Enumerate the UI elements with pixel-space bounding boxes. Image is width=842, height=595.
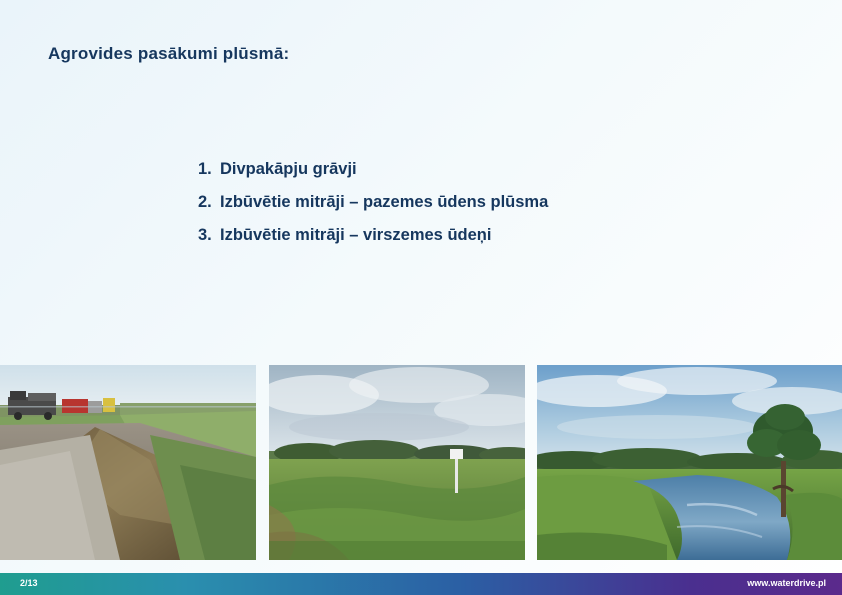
agri-measures-list (198, 160, 798, 259)
list-item (198, 226, 798, 245)
page-title: Agrovides pasākumi plūsmā: (48, 44, 290, 63)
photo-constructed-wetland-image (537, 365, 842, 560)
list-item-label: Izbūvētie mitrāji – pazemes ūdens plūsma (220, 193, 549, 211)
list-item-label: Izbūvētie mitrāji – virszemes ūdeņi (220, 226, 492, 244)
list-item (198, 160, 798, 179)
photo-reed-field-image (269, 365, 525, 560)
footer-website-link[interactable]: www.waterdrive.pl (747, 578, 826, 588)
list-item-number: 2. (198, 193, 212, 211)
list-item-number: 3. (198, 226, 212, 244)
slide-footer (0, 573, 842, 595)
list-item-number: 1. (198, 160, 212, 178)
list-item (198, 193, 798, 212)
page-number: 2/13 (20, 578, 38, 588)
photo-constructed-wetland (537, 365, 842, 560)
photo-strip (0, 365, 842, 560)
list-item-label: Divpakāpju grāvji (220, 160, 357, 178)
photo-two-stage-ditch-image (0, 365, 256, 560)
photo-reed-field (269, 365, 525, 560)
photo-two-stage-ditch (0, 365, 256, 560)
